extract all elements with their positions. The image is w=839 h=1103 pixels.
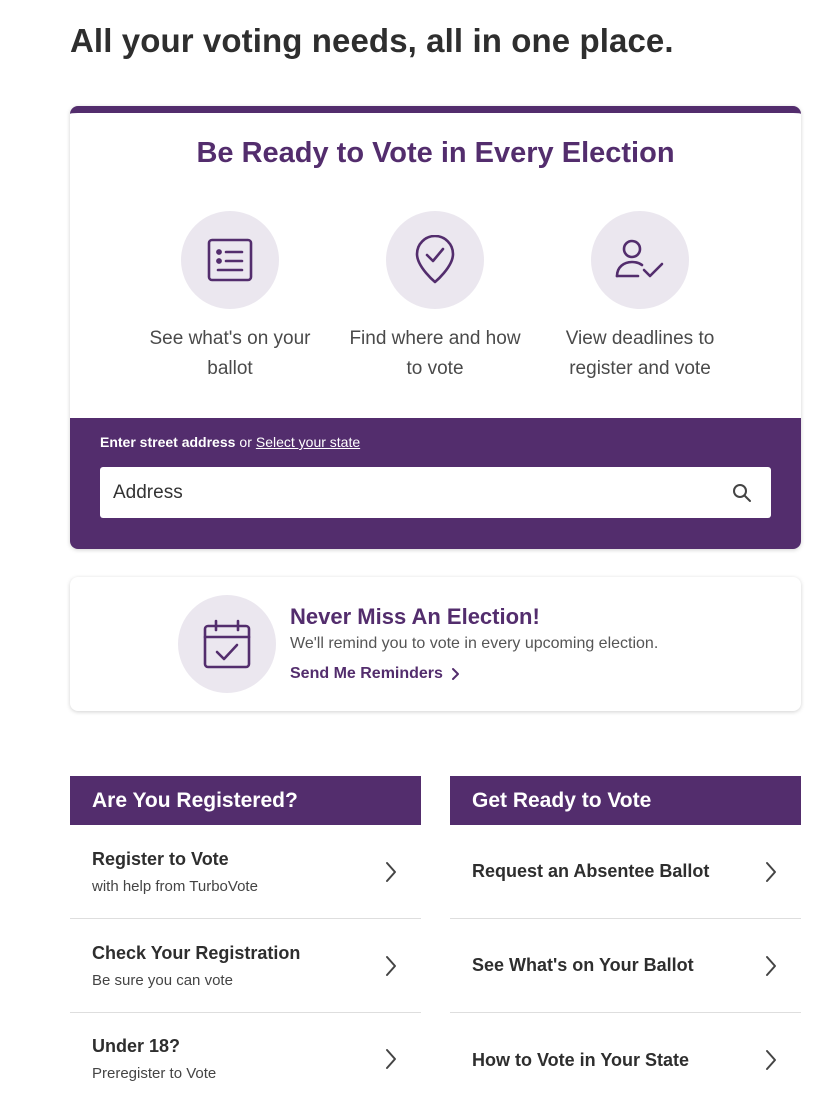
reminder-card: [70, 577, 801, 711]
feature-deadlines-label: View deadlines to register and vote: [565, 328, 715, 379]
feature-polling-place: [335, 211, 535, 384]
feature-deadlines-circle: [591, 211, 689, 309]
send-reminders-label: Send Me Reminders: [290, 665, 443, 682]
whats-on-ballot-row[interactable]: [450, 919, 801, 1013]
select-state-link[interactable]: Select your state: [255, 434, 361, 450]
address-prompt-or: or: [239, 434, 252, 450]
row-title: Register to Vote: [92, 848, 229, 869]
row-subtitle: Preregister to Vote: [92, 1065, 217, 1082]
get-ready-header: Get Ready to Vote: [450, 776, 801, 825]
feature-ballot: [130, 211, 330, 384]
location-pin-check-icon: [411, 235, 459, 285]
absentee-ballot-row[interactable]: [450, 825, 801, 919]
chevron-right-icon: [765, 955, 777, 977]
page-title: All your voting needs, all in one place.: [70, 22, 674, 59]
row-title: Request an Absentee Ballot: [472, 861, 710, 881]
row-title: See What's on Your Ballot: [472, 955, 694, 975]
address-panel: [70, 418, 801, 549]
feature-ballot-circle: [181, 211, 279, 309]
get-ready-rows: [450, 825, 801, 1103]
chevron-right-icon: [765, 861, 777, 883]
register-to-vote-row[interactable]: [70, 825, 421, 919]
reminder-title: Never Miss An Election!: [290, 604, 540, 629]
row-title: Check Your Registration: [92, 942, 301, 963]
row-title: Under 18?: [92, 1036, 181, 1056]
person-check-icon: [614, 238, 666, 282]
address-search-button[interactable]: [713, 467, 771, 518]
chevron-right-icon: [385, 1048, 397, 1070]
check-registration-row[interactable]: [70, 919, 421, 1013]
chevron-right-icon: [765, 1049, 777, 1071]
address-prompt: [100, 434, 360, 450]
ready-card-title: Be Ready to Vote in Every Election: [196, 137, 675, 169]
ballot-list-icon: [206, 236, 254, 284]
get-ready-list: [450, 776, 801, 1103]
row-subtitle: with help from TurboVote: [92, 877, 258, 895]
address-search-box: [100, 467, 771, 518]
reminder-icon-circle: [178, 595, 276, 693]
feature-ballot-label: See what's on your ballot: [149, 328, 311, 379]
ready-to-vote-card: [70, 106, 801, 549]
calendar-check-icon: [202, 618, 252, 670]
registered-rows: [70, 825, 421, 1103]
row-subtitle: Be sure you can vote: [92, 971, 233, 989]
feature-polling-label: Find where and how to vote: [349, 328, 521, 379]
registered-list: [70, 776, 421, 1103]
address-prompt-label: Enter street address: [100, 434, 236, 450]
feature-deadlines: [540, 211, 740, 384]
chevron-right-icon: [451, 667, 460, 681]
how-to-vote-row[interactable]: [450, 1013, 801, 1103]
chevron-right-icon: [385, 955, 397, 977]
reminder-text: We'll remind you to vote in every upcoming election.: [290, 635, 659, 652]
under-18-row[interactable]: [70, 1013, 421, 1103]
send-reminders-link[interactable]: [290, 665, 460, 683]
registered-header: Are You Registered?: [70, 776, 421, 825]
feature-polling-circle: [386, 211, 484, 309]
search-icon: [732, 483, 752, 503]
address-input[interactable]: [100, 467, 713, 518]
row-title: How to Vote in Your State: [472, 1049, 690, 1070]
chevron-right-icon: [385, 861, 397, 883]
